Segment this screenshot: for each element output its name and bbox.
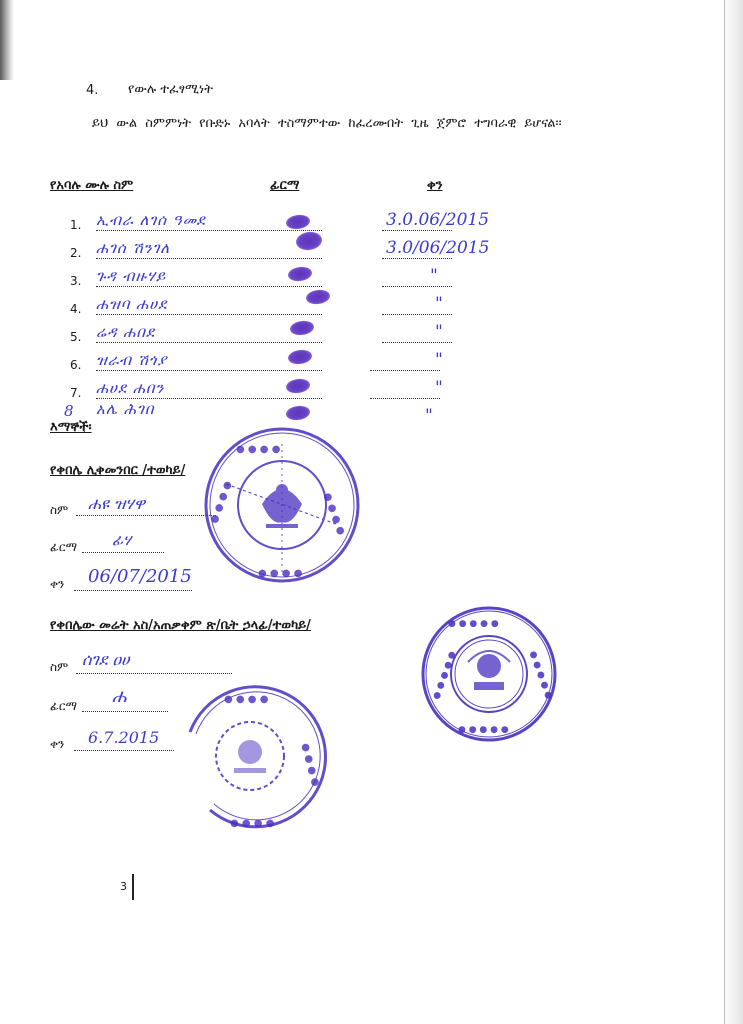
scan-corner-shadow — [0, 0, 14, 80]
member-number: 4. — [70, 302, 82, 316]
member-date: " — [435, 350, 443, 370]
member-row — [70, 350, 490, 378]
header-date: ቀን — [427, 178, 443, 193]
svg-text:● ● ● ● ●: ● ● ● ● ● — [527, 649, 554, 701]
member-name: ዝራብ ሽጎያ — [96, 351, 168, 369]
svg-text:● ● ● ●: ● ● ● ● — [236, 444, 281, 455]
member-name: አሌ ሕገበ — [96, 400, 155, 418]
member-name: ሐሀደ ሐበን — [96, 379, 165, 397]
member-number: 1. — [70, 218, 82, 232]
member-date: " — [425, 406, 433, 426]
member-date: " — [435, 294, 443, 314]
member-date: 3.0/06/2015 — [386, 238, 490, 258]
member-row — [70, 322, 490, 350]
svg-text:● ● ● ●: ● ● ● ● — [208, 479, 235, 526]
receiver-1-name-value: ሐዩ ዝሃዋ — [88, 494, 146, 513]
page-number: 3 — [120, 880, 127, 893]
official-stamp-2 — [418, 604, 560, 744]
receiver-2-signature-value: ሐ — [112, 686, 127, 707]
svg-text:● ● ● ●: ● ● ● ● — [230, 818, 275, 829]
svg-text:● ● ● ●: ● ● ● ● — [321, 491, 347, 537]
receiver-2-name-label: ስም — [50, 660, 69, 674]
svg-text:● ● ● ●: ● ● ● ● — [224, 694, 269, 705]
member-number: 2. — [70, 246, 82, 260]
scan-edge-line — [724, 0, 725, 1024]
date-line — [382, 274, 452, 287]
member-row — [70, 266, 490, 294]
member-name: ኢብራ ለገሰ ዓመደ — [96, 211, 206, 229]
date-line — [370, 386, 440, 399]
member-row — [70, 210, 490, 238]
receiver-2-date-label: ቀን — [50, 737, 65, 751]
header-signature: ፊርማ — [270, 178, 300, 193]
svg-text:● ● ● ●: ● ● ● ● — [258, 568, 303, 579]
svg-text:● ● ● ● ●: ● ● ● ● ● — [458, 725, 509, 735]
member-row — [70, 294, 490, 322]
member-date: " — [435, 322, 443, 342]
svg-text:● ● ● ● ●: ● ● ● ● ● — [431, 649, 459, 702]
receiver-1-name-label: ስም — [50, 503, 69, 517]
receiver-2-title: የቀበሌው መሬት አስ/አጠቃቀም ጽ/ቤት ኃላፊ/ተወካይ/ — [50, 618, 311, 633]
section-paragraph: ይህ ውል ስምምነት የቡድኑ አባላት ተስማምተው ከፈረሙበት ጊዜ ጀምሮ ተግባራዊ ይሆናል፡፡ — [92, 116, 562, 131]
official-stamp-1 — [196, 424, 368, 586]
date-line — [370, 358, 440, 371]
receiver-1-date-label: ቀን — [50, 577, 65, 591]
receiver-1-signature-value: ፊሃ — [112, 531, 132, 549]
page-number-bar — [132, 874, 134, 900]
receiver-2-name-value: ሰገደ ዐሀ — [82, 650, 130, 669]
member-date: 3.0.06/2015 — [386, 210, 490, 230]
member-name: ሬዳ ሐበደ — [96, 323, 156, 341]
receiver-1-date-value: 06/07/2015 — [88, 566, 192, 587]
member-number: 6. — [70, 358, 82, 372]
header-member-name: የአባሉ ሙሉ ስም — [50, 178, 134, 193]
member-number: 7. — [70, 386, 82, 400]
witnesses-label: እማኞች፡ — [50, 420, 92, 435]
member-date: " — [435, 378, 443, 398]
member-name: ሐገሰ ሽንገለ — [96, 239, 171, 257]
svg-text:● ● ● ● ●: ● ● ● ● ● — [448, 619, 499, 629]
receiver-2-date-value: 6.7.2015 — [88, 728, 160, 747]
official-stamp-3 — [170, 680, 332, 832]
section-title: የውሉ ተፈፃሚነት — [128, 82, 213, 97]
member-name: ሐዝባ ሐሀደ — [96, 295, 168, 313]
svg-text:● ● ● ●: ● ● ● ● — [299, 741, 322, 788]
section-number: 4. — [86, 83, 99, 98]
member-number: 8 — [64, 402, 74, 420]
receiver-2-signature-label: ፊርማ — [50, 699, 78, 713]
receiver-1-signature-label: ፊርማ — [50, 540, 78, 554]
member-date: " — [430, 266, 438, 286]
member-name: ጉዳ ብዙሃይ — [96, 267, 167, 285]
receiver-1-title: የቀበሌ ሊቀመንበር /ተወካይ/ — [50, 463, 186, 478]
member-row — [70, 238, 490, 266]
member-number: 3. — [70, 274, 82, 288]
member-number: 5. — [70, 330, 82, 344]
